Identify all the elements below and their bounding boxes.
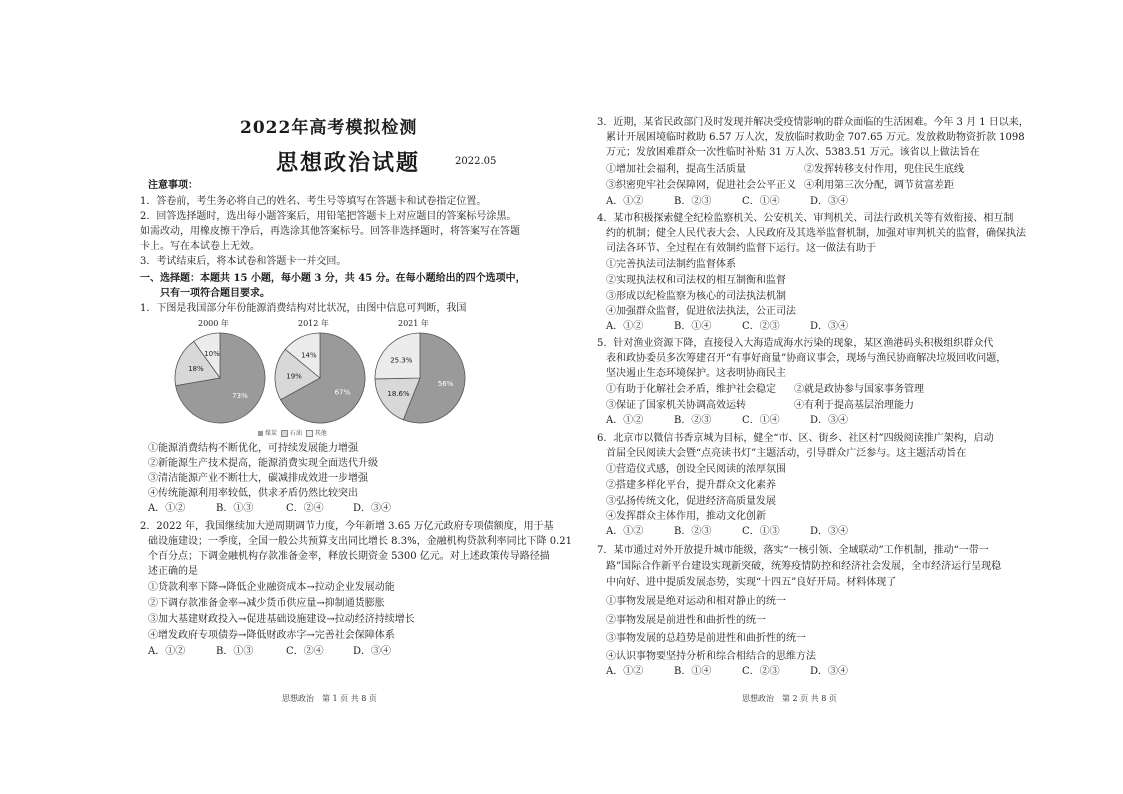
q5-option: ③保证了国家机关协调高效运转 <box>606 400 746 411</box>
answer-choice: C．②③ <box>742 321 780 332</box>
q2-line: 2．2022 年，我国继续加大逆周期调节力度，今年新增 3.65 万亿元政府专项债额度，用于基 <box>140 521 554 532</box>
legend-swatch <box>306 430 313 437</box>
q3-option: ④利用第三次分配，调节贫富差距 <box>804 180 954 191</box>
pie-data-label: 73% <box>232 391 248 400</box>
pie-data-label: 25.3% <box>390 356 413 365</box>
answer-choice: B．①③ <box>216 646 254 657</box>
q1-option: ③清洁能源产业不断壮大，碳减排成效进一步增强 <box>148 473 368 484</box>
legend-label: 其他 <box>314 430 327 437</box>
pie-data-label: 18% <box>188 365 204 374</box>
pie-year-label: 2012 年 <box>298 319 329 328</box>
answer-choice: C．①③ <box>742 526 780 537</box>
q6-option: ③弘扬传统文化，促进经济高质量发展 <box>606 496 776 507</box>
q4-option: ①完善执法司法制约监督体系 <box>606 259 736 270</box>
legend-label: 石油 <box>289 430 302 437</box>
page-footer: 思想政治 第 1 页 共 8 页 <box>282 694 377 703</box>
answer-choice: B．②③ <box>674 415 712 426</box>
q2-option: ①贷款利率下降→降低企业融资成本→拉动企业发展动能 <box>148 582 395 593</box>
q7-option: ①事物发展是绝对运动和相对静止的统一 <box>606 596 786 607</box>
q4-option: ④加强群众监督，促进依法执法，公正司法 <box>606 306 796 317</box>
q2-line: 个百分点；下调金融机构存款准备金率，释放长期资金 5300 亿元。对上述政策传导路径描 <box>148 551 550 562</box>
q2-line: 述正确的是 <box>148 566 198 577</box>
q2-line: 础设施建设；一季度，全国一般公共预算支出同比增长 8.3%，金融机构贷款利率同比下降 0.21 <box>148 536 573 547</box>
answer-choice: D．③④ <box>810 196 849 207</box>
q7-line: 7．某市通过对外开放提升城市能级，落实“一核引领、全域联动”工作机制，推动“一带一 <box>597 545 989 556</box>
note-line: 卡上。写在本试卷上无效。 <box>140 241 260 252</box>
q5-option: ②就是政协参与国家事务管理 <box>794 384 924 395</box>
energy-pie-charts <box>170 318 470 438</box>
q5-line: 表和政协委员多次筹建召开“有事好商量”协商议事会，现场与渔民协商解决垃圾回收问题， <box>606 353 1007 364</box>
answer-choice: D．③④ <box>810 666 849 677</box>
q6-line: 首届全民阅读大会暨“点亮读书灯”主题活动，引导群众广泛参与。这主题活动旨在 <box>606 448 967 459</box>
answer-choice: D．③④ <box>810 415 849 426</box>
answer-choice: A．①② <box>606 666 644 677</box>
note-line: 2．回答选择题时，选出每小题答案后，用铅笔把答题卡上对应题目的答案标号涂黑。 <box>140 211 517 222</box>
pie-data-label: 18.6% <box>387 389 410 398</box>
answer-choice: A．①② <box>606 415 644 426</box>
q3-line: 累计开展困境临时救助 6.57 万人次，发放临时救助金 707.65 万元。发放救助物资折款 1098 <box>606 132 1025 143</box>
q4-option: ②实现执法权和司法权的相互制衡和监督 <box>606 275 786 286</box>
exam-title: 2022年高考模拟检测 <box>240 118 418 138</box>
answer-choice: B．②③ <box>674 526 712 537</box>
q4-line: 4．某市积极探索健全纪检监察机关、公安机关、审判机关、司法行政机关等有效衔接、相互制 <box>597 213 1014 224</box>
exam-subtitle: 思想政治试题 <box>276 150 421 176</box>
q7-line: 中向好、进中提质发展态势，实现“十四五”良好开局。材料体现了 <box>606 577 897 588</box>
pie-chart-svg <box>170 318 470 438</box>
note-line: 3．考试结束后，将本试卷和答题卡一并交回。 <box>140 256 347 267</box>
answer-choice: C．②④ <box>286 646 324 657</box>
q5-line: 5．针对渔业资源下降，直接侵入大海造成海水污染的现象，某区渔港码头积极组织群众代 <box>597 338 994 349</box>
q7-option: ③事物发展的总趋势是前进性和曲折性的统一 <box>606 633 806 644</box>
page-footer: 思想政治 第 2 页 共 8 页 <box>742 694 837 703</box>
q6-option: ①营造仪式感，创设全民阅读的浓厚氛围 <box>606 464 786 475</box>
answer-choice: D．③④ <box>353 503 392 514</box>
answer-choice: A．①② <box>606 526 644 537</box>
legend-label: 煤炭 <box>265 430 278 437</box>
answer-choice: C．②③ <box>742 666 780 677</box>
pie-data-label: 19% <box>286 372 302 381</box>
q2-option: ②下调存款准备金率→减少货币供应量→抑制通货膨胀 <box>148 598 385 609</box>
answer-choice: A．①② <box>148 503 186 514</box>
pie-year-label: 2021 年 <box>398 319 429 328</box>
q5-option: ①有助于化解社会矛盾，维护社会稳定 <box>606 384 776 395</box>
legend-swatch <box>258 431 263 436</box>
q6-option: ④发挥群众主体作用，推动文化创新 <box>606 511 766 522</box>
q3-option: ①增加社会福利，提高生活质量 <box>606 164 746 175</box>
answer-choice: A．①② <box>606 321 644 332</box>
pie-data-label: 10% <box>204 350 220 359</box>
section-heading-2: 只有一项符合题目要求。 <box>160 288 270 299</box>
pie-legend <box>258 428 327 437</box>
q5-option: ④有利于提高基层治理能力 <box>794 400 914 411</box>
answer-choice: B．①③ <box>216 503 254 514</box>
q1-option: ②新能源生产技术提高，能源消费实现全面迭代升级 <box>148 458 378 469</box>
note-line: 如需改动，用橡皮擦干净后，再选涂其他答案标号。回答非选择题时，将答案写在答题 <box>140 226 520 237</box>
q6-option: ②搭建多样化平台，提升群众文化素养 <box>606 480 776 491</box>
exam-date: 2022.05 <box>455 156 497 167</box>
q3-option: ③织密兜牢社会保障网，促进社会公平正义 <box>606 180 796 191</box>
answer-choice: D．③④ <box>353 646 392 657</box>
pie-data-label: 56% <box>437 379 454 388</box>
answer-choice: A．①② <box>606 196 644 207</box>
note-line: 1．答卷前，考生务必将自己的姓名、考生号等填写在答题卡和试卷指定位置。 <box>140 196 487 207</box>
legend-swatch <box>281 430 288 437</box>
q4-line: 约的机制；健全人民代表大会、人民政府及其选举监督机制，加强对审判机关的监督，确保执法 <box>606 228 1026 239</box>
pie-year-label: 2000 年 <box>198 319 229 328</box>
q3-line: 3．近期，某省民政部门及时发现并解决受疫情影响的群众面临的生活困难。今年 3 月 1 日以来， <box>597 117 1029 128</box>
notes-heading: 注意事项： <box>148 180 198 191</box>
q6-line: 6．北京市以微信书香京城为目标，健全“市、区、街乡、社区村”四级阅读推广架构，启动 <box>597 433 994 444</box>
answer-choice: B．①④ <box>674 666 712 677</box>
answer-choice: B．②③ <box>674 196 712 207</box>
q7-line: 路”国际合作新平台建设实现新突破，统筹疫情防控和经济社会发展，全市经济运行呈现稳 <box>606 561 1002 572</box>
q4-option: ③形成以纪检监察为核心的司法执法机制 <box>606 291 786 302</box>
answer-choice: B．①④ <box>674 321 712 332</box>
q7-option: ④认识事物要坚持分析和综合相结合的思维方法 <box>606 651 816 662</box>
answer-choice: C．②④ <box>286 503 324 514</box>
q1-stem: 1．下图是我国部分年份能源消费结构对比状况，由图中信息可判断，我国 <box>140 303 467 314</box>
answer-choice: A．①② <box>148 646 186 657</box>
right-page <box>562 0 1123 794</box>
answer-choice: C．①④ <box>742 196 780 207</box>
q2-option: ③加大基建财政投入→促进基础设施建设→拉动经济持续增长 <box>148 614 415 625</box>
section-heading: 一、选择题：本题共 15 小题，每小题 3 分，共 45 分。在每小题给出的四个选项中， <box>140 273 526 284</box>
answer-choice: C．①④ <box>742 415 780 426</box>
pie-data-label: 67% <box>334 388 351 397</box>
q4-line: 司法各环节、全过程在有效制约监督下运行。这一做法有助于 <box>606 243 876 254</box>
q5-line: 坚决遏止生态环境保护。这表明协商民主 <box>606 368 786 379</box>
q7-option: ②事物发展是前进性和曲折性的统一 <box>606 615 766 626</box>
q3-option: ②发挥转移支付作用，兜住民生底线 <box>804 164 964 175</box>
answer-choice: D．③④ <box>810 321 849 332</box>
answer-choice: D．③④ <box>810 526 849 537</box>
q1-option: ④传统能源利用率较低，供求矛盾仍然比较突出 <box>148 488 358 499</box>
q1-option: ①能源消费结构不断优化，可持续发展能力增强 <box>148 443 358 454</box>
pie-data-label: 14% <box>301 351 317 360</box>
q2-option: ④增发政府专项债券→降低财政赤字→完善社会保障体系 <box>148 630 395 641</box>
q3-line: 万元；发放困难群众一次性临时补贴 31 万人次、5383.51 万元。该省以上做法旨在 <box>606 147 980 158</box>
